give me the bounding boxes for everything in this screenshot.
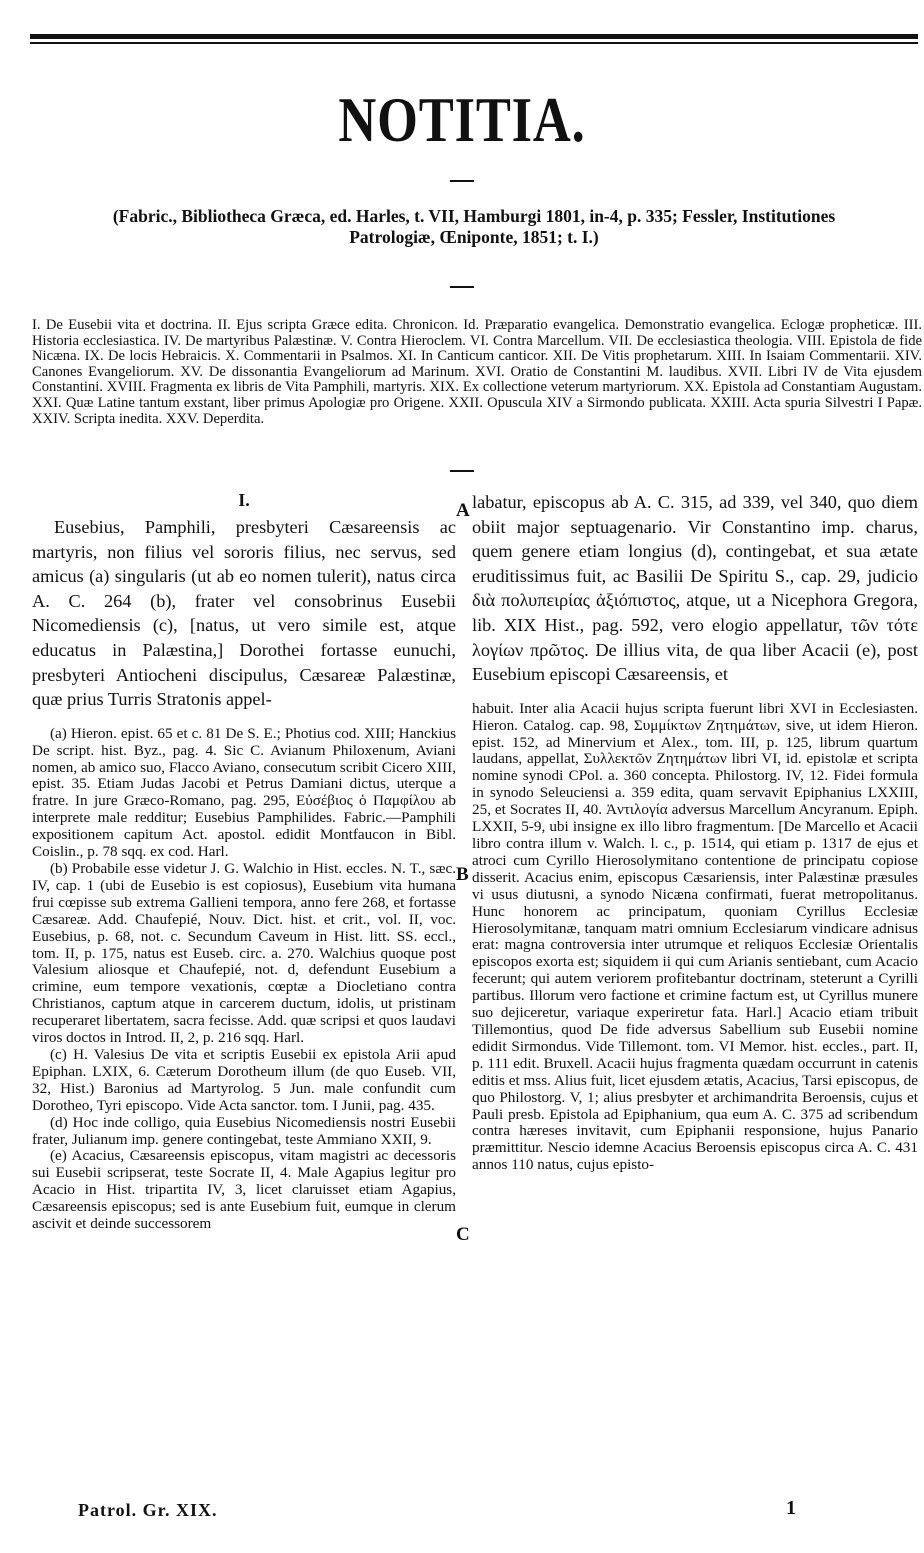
- right-column: [472, 490, 918, 1174]
- footnote-b: (b) Probabile esse videtur J. G. Walchio in Hist. eccles. N. T., sæc. IV, cap. 1 (ubi de Eusebio is est copiosus), Eusebium vita humana frui cœpisse sub extrema Gallieni tempora, anno fere 268, et fortasse Cæsareæ. Add. Chaufepié, Nouv. Dict. hist. et crit., vol. II, voc. Eusebius, p. 68, not. c. Secundum Caveum in Hist. litt. SS. eccl., tom. II, p. 175, natus est Euseb. circ. a. 270. Walchius quoque post Valesium aliosque et Chaufepié, not. d, defendunt Eusebium a crimine, eum tempore vexationis, cœptæ a Diocletiano contra Christianos, captum atque in carcerem ductum, idolis, ut pristinam recuperaret libertatem, sacra fecisse. Add. quæ scripsi et quos laudavi viros doctos in Introd. II, 2, p. 216 sqq. Harl.: [32, 860, 456, 1047]
- footnote-e: (e) Acacius, Cæsareensis episcopus, vitam magistri ac decessoris sui Eusebii scripserat, teste Socrate II, 4. Male Agapius legitur pro Acacio in Hist. tripartita IV, 3, licet claruisset etiam Agapius, Cæsareensis episcopus; sed is ante Eusebium fuit, eumque in clerum ascivit et deinde successorem: [32, 1147, 456, 1233]
- top-rule-thin: [30, 42, 918, 44]
- footnote-continuation: habuit. Inter alia Acacii hujus scripta fuerunt libri XVI in Ecclesiasten. Hieron. Catalog. cap. 98, Συμμίκτων Ζητημάτων, sive, ut idem Hieron. epist. 152, ad Minervium et Alex., tom. III, p. 125, librum quartum laudans, appellat, Συλλεκτῶν Ζητημάτων libri VI, id. epistolæ et scripta nomine synodi CPol. a. 360 concepta. Philostorg. IV, 12. Fidei formula in synodo Seleuciensi a. 359 edita, quam servavit Epiphanius LXXIII, 25, et Socrates II, 40. Ἀντιλογία adversus Marcellum Ancyranum. Epiph. LXXII, 5-9, ubi insigne ex illo libro fragmentum. [De Marcello et Acacii libro contra illum v. Walch. l. c., p. 1514, qui etiam p. 1317 de ejus et atroci cum Cyrillo Hierosolymitano contentione de principatu copiose disserit. Acacius enim, episcopus Cæsariensis, inter Palæstinæ præsules vi usus diutusni, a synodo Nicæna confirmati, fuerat metropolitanus. Hunc honorem ac principatum, quoniam Cyrillus Ecclesiæ Hierosolymitanæ, tanquam matri omnium Ecclesiarum vindicare adnisus erat: magna controversia inter utrumque et reliquos Ecclesiæ Orientalis episcopos exorta est; siquidem ii qui cum Arianis sentiebant, cum Acacio fecerunt; qui autem veriorem profitebantur doctrinam, steterunt a Cyrilli partibus. Illorum vero factione et crimine factum est, ut Cyrillus munere suo dejiceretur, variaque experiretur fata. Harl.] Acacio etiam tribuit Tillemontius, quod De fide adversus Sabellium sub Eusebii nomine edidit Sirmondus. Vide Tillemont. tom. VI Memor. hist. eccles., part. II, p. 111 edit. Bruxell. Acacii hujus fragmenta quædam occurrunt in catenis editis et mss. Alius fuit, licet ejusdem ætatis, Acacius, Tarsi episcopus, de quo Philostorg. V, 1; alius presbyter et archimandrita Beroensis, cujus et Pauli presb. Epistola ad Epiphanium, qua eum A. C. 375 ad scribendum contra hæreses invitavit, cum Epiphanii responsione, hujus Panario præmittitur. Nescio idemne Acacius Beroensis episcopus circa A. C. 431 annos 110 natus, cujus episto-: [472, 699, 918, 1174]
- source-line-2: Patrologiæ, Œniponte, 1851; t. I.): [349, 227, 599, 247]
- page-number: 1: [786, 1497, 796, 1519]
- footer-volume: Patrol. Gr. XIX.: [78, 1500, 218, 1520]
- section-heading: I.: [238, 490, 250, 510]
- separator-dash: [450, 180, 474, 182]
- page-title: NOTITIA.: [338, 84, 586, 155]
- contents-summary: I. De Eusebii vita et doctrina. II. Ejus scripta Græce edita. Chronicon. Id. Præparatio evangelica. Demonstratio evangelica. Eclogæ propheticæ. III. Historia ecclesiastica. IV. De martyribus Palæstinæ. V. Contra Hieroclem. VI. Contra Marcellum. VII. De ecclesiastica theologia. VIII. Epistola de fide Nicæna. IX. De locis Hebraicis. X. Commentarii in Psalmos. XI. In Canticum canticor. XII. De Vitis prophetarum. XIII. In Isaiam Commentarii. XIV. Canones Evangeliorum. XV. De dissonantia Evangeliorum ad Marinum. XVI. Oratio de Constantini M. laudibus. XVII. Libri IV de Vita ejusdem Constantini. XVIII. Fragmenta ex libris de Vita Pamphili, martyris. XIX. Ex collectione veterum martyriorum. XX. Epistola ad Constantiam Augustam. XXI. Quæ Latine tantum exstant, liber primus Apologiæ pro Origene. XXII. Opuscula XIV a Sirmondo publicata. XXIII. Acta spuria Silvestri I Papæ. XXIV. Scripta inedita. XXV. Deperdita.: [32, 317, 922, 427]
- source-line-1: (Fabric., Bibliotheca Græca, ed. Harles, t. VII, Hamburgi 1801, in-4, p. 335; Fessler, Institutiones: [112, 206, 836, 226]
- margin-marker-c: C: [456, 1224, 470, 1245]
- top-rule-thick: [30, 34, 918, 39]
- margin-marker-a: A: [456, 500, 470, 521]
- main-text-right: labatur, episcopus ab A. C. 315, ad 339, vel 340, quo diem obiit major septuagenario. Vir Constantino imp. charus, quem genere etiam longius (d), contingebat, et sua ætate eruditissimus fuit, ac Basilii De Spiritu S., cap. 29, judicio διὰ πολυπειρίας ἀξιόπιστος, atque, ut a Nicephora Gregora, lib. XIX Hist., pag. 592, vero elogio appellatur, τῶν τότε λογίων πρῶτος. De illius vita, de qua liber Acacii (e), post Eusebium episcopi Cæsareensis, et: [472, 492, 918, 685]
- margin-marker-b: B: [456, 864, 469, 885]
- left-column: [32, 490, 456, 1233]
- main-text-left: Eusebius, Pamphili, presbyteri Cæsareensis ac martyris, non filius vel sororis filius, nec servus, sed amicus (a) singularis (ut ab eo nomen tulerit), natus circa A. C. 264 (b), frater vel consobrinus Eusebii Nicomediensis (c), [natus, ut vero simile est, atque educatus in Palæstina,] Dorothei fortasse eunuchi, presbyteri Antiocheni discipulus, Cæsareæ Palæstinæ, quæ prius Turris Stratonis appel-: [32, 517, 456, 710]
- footnote-c: (c) H. Valesius De vita et scriptis Eusebii ex epistola Arii apud Epiphan. LXIX, 6. Cæterum Dorotheum illum (de quo Euseb. VII, 32, Hist.) Baronius ad Martyrolog. 5 Jun. male confundit cum Dorotheo, Tyri episcopo. Vide Acta sanctor. tom. I Junii, pag. 435.: [32, 1045, 456, 1114]
- footnote-a: (a) Hieron. epist. 65 et c. 81 De S. E.; Photius cod. XIII; Hanckius De script. hist. Byz., pag. 4. Sic C. Avianum Philoxenum, Aviani nomen, ab amico suo, Flacco Aviano, consecutum scribit Cicero XIII, epist. 35. Etiam Judas Jacobi et Petrus Damiani dictus, uterque a fratre. In jure Græco-Romano, pag. 295, Εὐσέβιος ὁ Παμφίλου ab interprete male redditur; Eusebius Pamphilides. Fabric.—Pamphili expositionem capitum Act. apostol. edidit Montfaucon in Bibl. Coislin., p. 78 sqq. ex cod. Harl.: [32, 724, 456, 861]
- separator-dash: [450, 286, 474, 288]
- footnote-d: (d) Hoc inde colligo, quia Eusebius Nicomediensis nostri Eusebii frater, Julianum imp. genere contingebat, teste Ammiano XXII, 9.: [32, 1113, 456, 1148]
- source-citation: [32, 206, 916, 248]
- separator-dash: [450, 470, 474, 472]
